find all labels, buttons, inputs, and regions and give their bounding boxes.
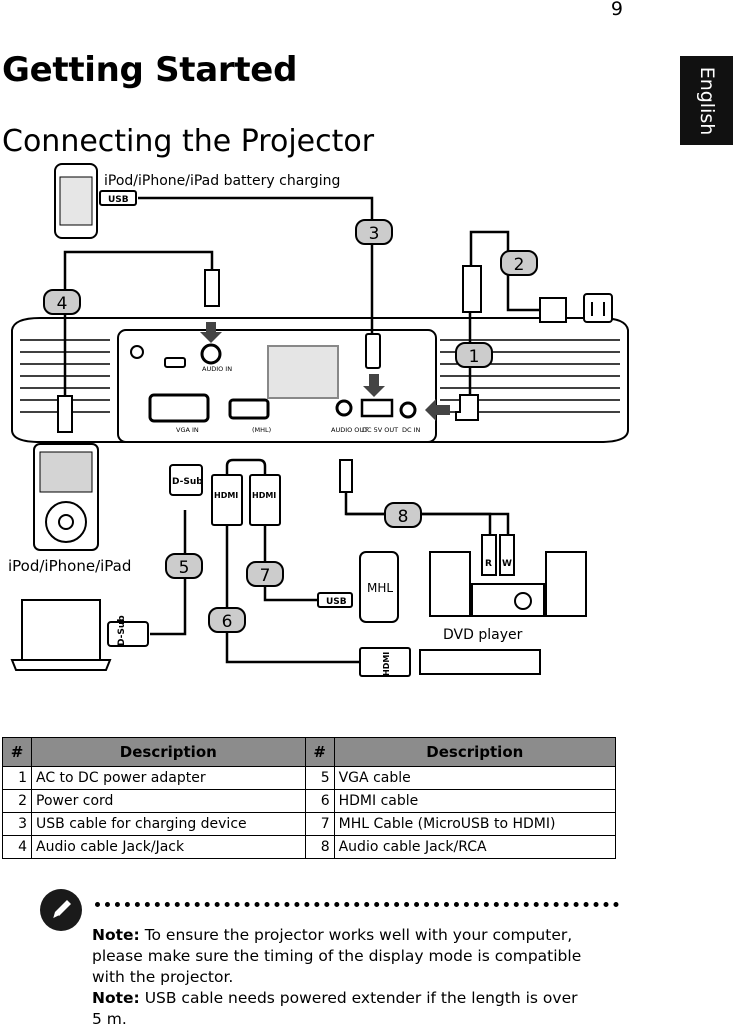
rca-r-label: R bbox=[485, 559, 492, 569]
note-text: USB cable needs powered extender if the length is over 5 m. bbox=[92, 989, 578, 1028]
dsub-label-laptop: D-Sub bbox=[117, 615, 127, 646]
callout-3 bbox=[356, 220, 392, 244]
cell-desc: VGA cable bbox=[334, 767, 615, 790]
cell-desc: USB cable for charging device bbox=[32, 813, 306, 836]
cell-desc: HDMI cable bbox=[334, 790, 615, 813]
speaker-grille bbox=[268, 346, 338, 398]
cell-desc: Power cord bbox=[32, 790, 306, 813]
hdmi-top-pair bbox=[227, 460, 265, 475]
table-row bbox=[3, 790, 616, 813]
cell-desc: AC to DC power adapter bbox=[32, 767, 306, 790]
cell-num: 6 bbox=[305, 790, 334, 813]
svg-text:6: 6 bbox=[221, 612, 233, 632]
ipod-label: iPod/iPhone/iPad bbox=[8, 557, 132, 575]
power-adapter bbox=[463, 266, 481, 312]
note-block bbox=[92, 925, 592, 1030]
cell-desc: Audio cable Jack/Jack bbox=[32, 836, 306, 859]
hdmi-label-dvd: HDMI bbox=[382, 651, 391, 676]
audio-out-label: AUDIO OUT bbox=[331, 426, 369, 434]
callout-1 bbox=[456, 343, 492, 367]
callout-7 bbox=[247, 562, 283, 586]
hdmi-mhl-label: (MHL) bbox=[252, 426, 272, 434]
page-number: 9 bbox=[610, 0, 623, 20]
col-header-desc-1: Description bbox=[32, 738, 306, 767]
outlet-plug bbox=[540, 298, 566, 322]
cell-num: 5 bbox=[305, 767, 334, 790]
rca-cable-w bbox=[346, 514, 508, 535]
col-header-num-2: # bbox=[305, 738, 334, 767]
rca-plug-w bbox=[500, 535, 514, 575]
cell-num: 2 bbox=[3, 790, 32, 813]
hdmi-connector-2 bbox=[250, 475, 280, 525]
svg-text:4: 4 bbox=[56, 294, 68, 314]
language-tab bbox=[680, 56, 733, 145]
svg-text:7: 7 bbox=[259, 566, 271, 586]
section-title: Connecting the Projector bbox=[2, 124, 375, 159]
speaker-right bbox=[546, 552, 586, 616]
connection-diagram bbox=[0, 160, 733, 700]
speaker-left bbox=[430, 552, 470, 616]
cell-num: 4 bbox=[3, 836, 32, 859]
hdmi-connector-1 bbox=[212, 475, 242, 525]
note-2 bbox=[92, 988, 592, 1030]
dc5v-label: DC 5V OUT bbox=[362, 426, 399, 434]
col-header-desc-2: Description bbox=[334, 738, 615, 767]
note-label: Note: bbox=[92, 989, 140, 1007]
wall-outlet bbox=[584, 294, 612, 322]
table-row bbox=[3, 836, 616, 859]
usb-charging-cable bbox=[138, 198, 372, 336]
svg-text:1: 1 bbox=[468, 347, 480, 367]
callout-4 bbox=[44, 290, 80, 314]
callout-2 bbox=[501, 251, 537, 275]
svg-text:3: 3 bbox=[368, 224, 380, 244]
table-header-row bbox=[3, 738, 616, 767]
usb-plug-dc5v bbox=[366, 334, 380, 368]
table-row bbox=[3, 813, 616, 836]
dc-in-label: DC IN bbox=[402, 426, 421, 434]
usb-label-charging: USB bbox=[108, 195, 129, 205]
amplifier bbox=[472, 584, 544, 616]
note-pencil-icon bbox=[40, 889, 82, 931]
mhl-label: MHL bbox=[367, 581, 394, 595]
callout-6 bbox=[209, 608, 245, 632]
cell-desc: MHL Cable (MicroUSB to HDMI) bbox=[334, 813, 615, 836]
col-header-num-1: # bbox=[3, 738, 32, 767]
svg-text:5: 5 bbox=[178, 558, 190, 578]
cell-num: 3 bbox=[3, 813, 32, 836]
svg-text:2: 2 bbox=[513, 255, 525, 275]
dsub-label-top: D-Sub bbox=[172, 477, 203, 487]
table-row bbox=[3, 767, 616, 790]
description-table bbox=[2, 737, 616, 859]
callout-8 bbox=[385, 503, 421, 527]
dvd-player bbox=[420, 650, 540, 674]
vga-in-label: VGA IN bbox=[176, 426, 199, 434]
page-title: Getting Started bbox=[2, 50, 298, 90]
note-text: To ensure the projector works well with your computer, please make sure the timing of the display mode is compatible with the projector. bbox=[92, 926, 582, 986]
audio-in-label: AUDIO IN bbox=[202, 365, 233, 373]
hdmi-label-2: HDMI bbox=[252, 491, 277, 500]
usb-label-mhl: USB bbox=[326, 597, 347, 607]
cell-num: 7 bbox=[305, 813, 334, 836]
cell-num: 1 bbox=[3, 767, 32, 790]
note-divider bbox=[95, 902, 619, 907]
dc-plug bbox=[456, 395, 478, 420]
note-1 bbox=[92, 925, 592, 988]
dvd-label: DVD player bbox=[443, 627, 523, 643]
cell-desc: Audio cable Jack/RCA bbox=[334, 836, 615, 859]
language-tab-label: English bbox=[695, 66, 718, 135]
note-label: Note: bbox=[92, 926, 140, 944]
svg-text:8: 8 bbox=[397, 507, 409, 527]
audio-plug-out bbox=[340, 460, 352, 492]
rca-plug-r bbox=[482, 535, 496, 575]
laptop bbox=[12, 600, 110, 670]
rca-w-label: W bbox=[502, 559, 512, 569]
cell-num: 8 bbox=[305, 836, 334, 859]
callout-5 bbox=[166, 554, 202, 578]
hdmi-label-1: HDMI bbox=[214, 491, 239, 500]
charging-label: iPod/iPhone/iPad battery charging bbox=[104, 173, 341, 189]
dsub-connector-laptop bbox=[108, 622, 148, 646]
audio-plug-ipod bbox=[58, 396, 72, 432]
audio-plug-top bbox=[205, 270, 219, 306]
